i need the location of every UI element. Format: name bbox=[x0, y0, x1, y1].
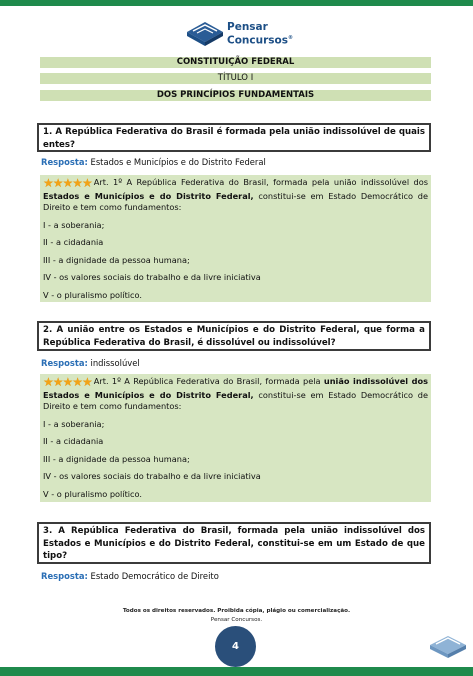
answer-text: indissolúvel bbox=[90, 358, 140, 368]
star-icon: ★★★★★ bbox=[43, 176, 92, 190]
rating-stars bbox=[43, 377, 92, 390]
corner-logo-icon bbox=[428, 632, 468, 660]
list-item: II - a cidadania bbox=[43, 436, 104, 446]
question-1: 1. A República Federativa do Brasil é formada pela união indissolúvel de quais entes? bbox=[37, 123, 431, 152]
list-item: III - a dignidade da pessoa humana; bbox=[43, 453, 190, 464]
brand-line2: Concursos® bbox=[227, 34, 293, 47]
answer-text: Estados e Municípios e do Distrito Federal bbox=[90, 157, 266, 167]
page-number: 4 bbox=[215, 626, 256, 667]
answer-2 bbox=[41, 358, 140, 369]
answer-3 bbox=[41, 571, 219, 582]
rating-stars bbox=[43, 178, 92, 191]
brand-line1: Pensar bbox=[227, 21, 268, 33]
explanation-text: ★★★★★ Art. 1º A República Federativa do Brasil, formada pela união indissolúvel dos Estados e Municípios e do Distrito Federal, constitui-se em Estado Democrático de Direito e tem como fundamentos: bbox=[43, 375, 428, 411]
list-item: I - a soberania; bbox=[43, 418, 105, 429]
answer-label: Resposta: bbox=[41, 571, 88, 581]
section-title: DOS PRINCÍPIOS FUNDAMENTAIS bbox=[40, 90, 431, 101]
list-item: III - a dignidade da pessoa humana; bbox=[43, 254, 190, 265]
list-item: I - a soberania; bbox=[43, 219, 105, 230]
brand-logo bbox=[185, 18, 295, 48]
answer-1 bbox=[41, 157, 266, 168]
document-title: CONSTITUIÇÃO FEDERAL bbox=[40, 57, 431, 68]
footer-brand: Pensar Concursos. bbox=[210, 617, 263, 623]
list-item: II - a cidadania bbox=[43, 237, 104, 247]
explanation-1 bbox=[40, 175, 431, 302]
list-item: IV - os valores sociais do trabalho e da livre iniciativa bbox=[43, 471, 261, 481]
footer-rights: Todos os direitos reservados. Proibida cópia, plágio ou comercialização. bbox=[122, 608, 351, 614]
pensar-logo-icon bbox=[185, 18, 225, 48]
explanation-text: ★★★★★ Art. 1º A República Federativa do Brasil, formada pela união indissolúvel dos Estados e Municípios e do Distrito Federal, constitui-se em Estado Democrático de Direito e tem como fundamentos: bbox=[43, 176, 428, 212]
answer-label: Resposta: bbox=[41, 157, 88, 167]
question-3: 3. A República Federativa do Brasil, formada pela união indissolúvel dos Estados e Municípios e do Distrito Federal, constitui-se em um Estado de que tipo? bbox=[37, 522, 431, 564]
question-2: 2. A união entre os Estados e Municípios e do Distrito Federal, que forma a República Federativa do Brasil, é dissolúvel ou indissolúvel? bbox=[37, 321, 431, 351]
answer-label: Resposta: bbox=[41, 358, 88, 368]
answer-text: Estado Democrático de Direito bbox=[90, 571, 219, 581]
bottom-green-bar bbox=[0, 667, 473, 676]
list-item: V - o pluralismo político. bbox=[43, 289, 143, 300]
list-item: V - o pluralismo político. bbox=[43, 488, 143, 499]
explanation-2 bbox=[40, 374, 431, 502]
list-item: IV - os valores sociais do trabalho e da livre iniciativa bbox=[43, 272, 261, 282]
star-icon: ★★★★★ bbox=[43, 375, 92, 389]
top-green-bar bbox=[0, 0, 473, 6]
document-subtitle: TÍTULO I bbox=[40, 73, 431, 84]
